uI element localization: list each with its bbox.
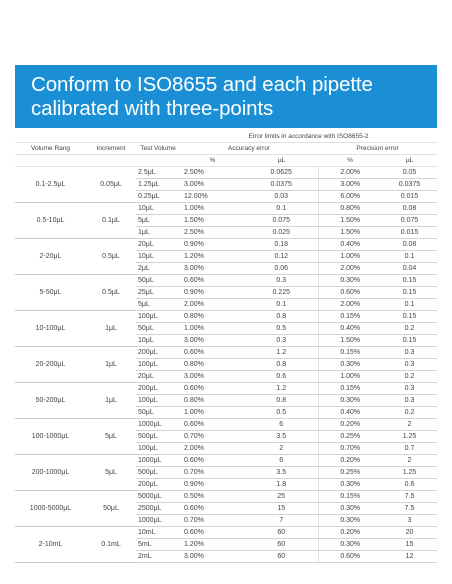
precision-percent-cell: 1.50% bbox=[318, 335, 382, 347]
precision-ul-cell: 0.3 bbox=[382, 383, 437, 395]
test-volume-cell: 50μL bbox=[136, 275, 180, 287]
precision-percent-cell: 0.40% bbox=[318, 407, 382, 419]
accuracy-percent-cell: 12.00% bbox=[180, 191, 245, 203]
precision-percent-cell: 1.50% bbox=[318, 215, 382, 227]
test-volume-cell: 500μL bbox=[136, 467, 180, 479]
accuracy-percent-cell: 0.80% bbox=[180, 311, 245, 323]
precision-percent-cell: 0.15% bbox=[318, 347, 382, 359]
accuracy-ul-cell: 0.225 bbox=[245, 287, 318, 299]
table-row bbox=[15, 347, 437, 359]
accuracy-ul-cell: 0.0625 bbox=[245, 167, 318, 179]
volume-range-cell: 1000-5000μL bbox=[15, 491, 86, 527]
accuracy-percent-cell: 1.20% bbox=[180, 539, 245, 551]
precision-percent-cell: 0.15% bbox=[318, 383, 382, 395]
volume-range-cell: 2-20μL bbox=[15, 239, 86, 275]
test-volume-cell: 1μL bbox=[136, 227, 180, 239]
table-row bbox=[15, 203, 437, 215]
test-volume-cell: 2.5μL bbox=[136, 167, 180, 179]
test-volume-cell: 100μL bbox=[136, 395, 180, 407]
increment-cell: 0.1μL bbox=[86, 203, 136, 239]
precision-percent-cell: 3.00% bbox=[318, 179, 382, 191]
precision-percent-cell: 1.50% bbox=[318, 227, 382, 239]
accuracy-ul-cell: 1.2 bbox=[245, 347, 318, 359]
accuracy-percent-cell: 0.60% bbox=[180, 383, 245, 395]
test-volume-cell: 20μL bbox=[136, 239, 180, 251]
accuracy-ul-cell: 1.2 bbox=[245, 383, 318, 395]
accuracy-ul-cell: 0.0375 bbox=[245, 179, 318, 191]
accuracy-percent-cell: 3.00% bbox=[180, 263, 245, 275]
test-volume-cell: 5μL bbox=[136, 215, 180, 227]
precision-percent-cell: 0.60% bbox=[318, 287, 382, 299]
precision-percent-cell: 0.60% bbox=[318, 551, 382, 563]
banner-title: Conform to ISO8655 and each pipette calibrated with three-points bbox=[31, 73, 373, 120]
precision-percent-cell: 0.25% bbox=[318, 467, 382, 479]
precision-percent-cell: 0.30% bbox=[318, 395, 382, 407]
accuracy-percent-cell: 2.50% bbox=[180, 227, 245, 239]
volume-range-cell: 2-10mL bbox=[15, 527, 86, 563]
volume-range-cell: 10-100μL bbox=[15, 311, 86, 347]
test-volume-cell: 2500μL bbox=[136, 503, 180, 515]
accuracy-ul-cell: 0.8 bbox=[245, 311, 318, 323]
accuracy-percent-cell: 0.90% bbox=[180, 287, 245, 299]
volume-range-cell: 100-1000μL bbox=[15, 419, 86, 455]
accuracy-ul-cell: 0.1 bbox=[245, 203, 318, 215]
accuracy-percent-cell: 0.60% bbox=[180, 275, 245, 287]
precision-ul-cell: 2 bbox=[382, 419, 437, 431]
precision-error-header: Precision error bbox=[318, 143, 437, 155]
precision-percent-cell: 1.00% bbox=[318, 251, 382, 263]
increment-cell: 1μL bbox=[86, 383, 136, 419]
accuracy-error-header: Accuracy error bbox=[180, 143, 318, 155]
increment-cell: 0.05μL bbox=[86, 167, 136, 203]
accuracy-percent-cell: 2.00% bbox=[180, 443, 245, 455]
test-volume-cell: 1000μL bbox=[136, 419, 180, 431]
test-volume-cell: 10mL bbox=[136, 527, 180, 539]
table-row bbox=[15, 239, 437, 251]
accuracy-percent-cell: 0.70% bbox=[180, 467, 245, 479]
precision-ul-cell: 0.3 bbox=[382, 395, 437, 407]
precision-ul-cell: 0.015 bbox=[382, 191, 437, 203]
increment-cell: 0.1mL bbox=[86, 527, 136, 563]
precision-ul-cell: 20 bbox=[382, 527, 437, 539]
precision-ul-cell: 0.0375 bbox=[382, 179, 437, 191]
precision-ul-cell: 0.3 bbox=[382, 359, 437, 371]
increment-cell: 1μL bbox=[86, 347, 136, 383]
accuracy-ul-cell: 0.8 bbox=[245, 359, 318, 371]
accuracy-ul-cell: 15 bbox=[245, 503, 318, 515]
precision-ul-cell: 0.2 bbox=[382, 323, 437, 335]
accuracy-percent-cell: 0.60% bbox=[180, 503, 245, 515]
volume-range-header: Volume Rang bbox=[15, 143, 86, 155]
precision-ul-cell: 3 bbox=[382, 515, 437, 527]
test-volume-cell: 1.25μL bbox=[136, 179, 180, 191]
test-volume-cell: 10μL bbox=[136, 335, 180, 347]
title-banner bbox=[15, 65, 437, 128]
increment-cell: 0.5μL bbox=[86, 275, 136, 311]
test-volume-cell: 50μL bbox=[136, 407, 180, 419]
test-volume-header: Test Volume bbox=[136, 143, 180, 155]
table-row bbox=[15, 455, 437, 467]
precision-ul-cell: 0.04 bbox=[382, 263, 437, 275]
accuracy-percent-cell: 2.50% bbox=[180, 167, 245, 179]
test-volume-cell: 100μL bbox=[136, 359, 180, 371]
accuracy-percent-cell: 3.00% bbox=[180, 371, 245, 383]
test-volume-cell: 100μL bbox=[136, 443, 180, 455]
precision-ul-cell: 0.05 bbox=[382, 167, 437, 179]
volume-range-cell: 0.1-2.5μL bbox=[15, 167, 86, 203]
precision-ul-cell: 0.15 bbox=[382, 275, 437, 287]
accuracy-ul-cell: 1.8 bbox=[245, 479, 318, 491]
accuracy-percent-cell: 0.60% bbox=[180, 527, 245, 539]
accuracy-ul-cell: 0.18 bbox=[245, 239, 318, 251]
accuracy-ul-cell: 0.075 bbox=[245, 215, 318, 227]
accuracy-ul-cell: 60 bbox=[245, 539, 318, 551]
accuracy-ul-cell: 6 bbox=[245, 419, 318, 431]
precision-percent-cell: 0.20% bbox=[318, 419, 382, 431]
test-volume-cell: 25μL bbox=[136, 287, 180, 299]
increment-cell: 5μL bbox=[86, 455, 136, 491]
accuracy-percent-cell: 1.20% bbox=[180, 251, 245, 263]
precision-percent-cell: 6.00% bbox=[318, 191, 382, 203]
error-limits-header: Error limits in accordance with ISO8655-2 bbox=[180, 131, 437, 143]
precision-percent-cell: 0.30% bbox=[318, 275, 382, 287]
accuracy-ul-cell: 3.5 bbox=[245, 467, 318, 479]
accuracy-ul-cell: 3.5 bbox=[245, 431, 318, 443]
volume-range-cell: 0.5-10μL bbox=[15, 203, 86, 239]
precision-ul-cell: 0.075 bbox=[382, 215, 437, 227]
header-row-2 bbox=[15, 143, 437, 155]
precision-ul-cell: 0.015 bbox=[382, 227, 437, 239]
header-row-1 bbox=[15, 131, 437, 143]
precision-percent-cell: 0.20% bbox=[318, 455, 382, 467]
test-volume-cell: 200μL bbox=[136, 347, 180, 359]
test-volume-cell: 2mL bbox=[136, 551, 180, 563]
accuracy-percent-cell: 1.50% bbox=[180, 215, 245, 227]
precision-percent-cell: 0.40% bbox=[318, 239, 382, 251]
precision-percent-cell: 0.30% bbox=[318, 503, 382, 515]
accuracy-percent-cell: 1.00% bbox=[180, 203, 245, 215]
accuracy-ul-cell: 0.5 bbox=[245, 323, 318, 335]
accuracy-ul-cell: 0.8 bbox=[245, 395, 318, 407]
table-row bbox=[15, 383, 437, 395]
accuracy-ul-cell: 0.03 bbox=[245, 191, 318, 203]
accuracy-percent-cell: 0.50% bbox=[180, 491, 245, 503]
increment-cell: 1μL bbox=[86, 311, 136, 347]
volume-range-cell: 5-50μL bbox=[15, 275, 86, 311]
precision-ul-cell: 7.5 bbox=[382, 503, 437, 515]
test-volume-cell: 10μL bbox=[136, 203, 180, 215]
precision-ul-cell: 2 bbox=[382, 455, 437, 467]
accuracy-ul-cell: 0.3 bbox=[245, 335, 318, 347]
precision-ul-cell: 15 bbox=[382, 539, 437, 551]
accuracy-percent-cell: 3.00% bbox=[180, 335, 245, 347]
precision-percent-cell: 0.40% bbox=[318, 323, 382, 335]
accuracy-ul-cell: 60 bbox=[245, 551, 318, 563]
pipette-spec-table bbox=[15, 131, 437, 563]
accuracy-ul-cell: 0.3 bbox=[245, 275, 318, 287]
precision-ul-cell: 7.5 bbox=[382, 491, 437, 503]
precision-percent-cell: 0.70% bbox=[318, 443, 382, 455]
accuracy-ul-cell: 25 bbox=[245, 491, 318, 503]
precision-ul-cell: 0.08 bbox=[382, 239, 437, 251]
table-row bbox=[15, 419, 437, 431]
precision-percent-cell: 0.80% bbox=[318, 203, 382, 215]
volume-range-cell: 200-1000μL bbox=[15, 455, 86, 491]
accuracy-percent-cell: 2.00% bbox=[180, 299, 245, 311]
precision-ul-cell: 0.2 bbox=[382, 407, 437, 419]
precision-ul-cell: 0.7 bbox=[382, 443, 437, 455]
test-volume-cell: 1000μL bbox=[136, 455, 180, 467]
increment-header: Increment bbox=[86, 143, 136, 155]
header-row-3 bbox=[15, 155, 437, 167]
accuracy-percent-cell: 0.60% bbox=[180, 455, 245, 467]
table-row bbox=[15, 527, 437, 539]
accuracy-ul-cell: 2 bbox=[245, 443, 318, 455]
test-volume-cell: 5mL bbox=[136, 539, 180, 551]
accuracy-percent-cell: 1.00% bbox=[180, 407, 245, 419]
increment-cell: 0.5μL bbox=[86, 239, 136, 275]
accuracy-percent-cell: 3.00% bbox=[180, 551, 245, 563]
accuracy-percent-cell: 3.00% bbox=[180, 179, 245, 191]
precision-ul-cell: 0.1 bbox=[382, 299, 437, 311]
test-volume-cell: 100μL bbox=[136, 311, 180, 323]
test-volume-cell: 1000μL bbox=[136, 515, 180, 527]
increment-cell: 5μL bbox=[86, 419, 136, 455]
accuracy-ul-cell: 0.12 bbox=[245, 251, 318, 263]
table-row bbox=[15, 491, 437, 503]
precision-ul-cell: 1.25 bbox=[382, 467, 437, 479]
accuracy-ul-cell: 0.06 bbox=[245, 263, 318, 275]
precision-percent-cell: 2.00% bbox=[318, 299, 382, 311]
precision-ul-cell: 0.3 bbox=[382, 347, 437, 359]
precision-ul-cell: 0.6 bbox=[382, 479, 437, 491]
test-volume-cell: 10μL bbox=[136, 251, 180, 263]
precision-percent-cell: 0.20% bbox=[318, 527, 382, 539]
test-volume-cell: 0.25μL bbox=[136, 191, 180, 203]
accuracy-percent-cell: 0.90% bbox=[180, 239, 245, 251]
precision-ul-cell: 0.15 bbox=[382, 311, 437, 323]
precision-ul-cell: 0.1 bbox=[382, 251, 437, 263]
accuracy-percent-cell: 0.70% bbox=[180, 515, 245, 527]
accuracy-ul-cell: 0.1 bbox=[245, 299, 318, 311]
test-volume-cell: 2μL bbox=[136, 263, 180, 275]
accuracy-ul-cell: 60 bbox=[245, 527, 318, 539]
accuracy-percent-header: % bbox=[180, 155, 245, 167]
precision-percent-cell: 0.15% bbox=[318, 311, 382, 323]
accuracy-percent-cell: 0.90% bbox=[180, 479, 245, 491]
accuracy-percent-cell: 0.80% bbox=[180, 395, 245, 407]
accuracy-ul-cell: 6 bbox=[245, 455, 318, 467]
precision-percent-cell: 2.00% bbox=[318, 167, 382, 179]
precision-percent-cell: 0.30% bbox=[318, 515, 382, 527]
volume-range-cell: 50-200μL bbox=[15, 383, 86, 419]
accuracy-percent-cell: 1.00% bbox=[180, 323, 245, 335]
accuracy-percent-cell: 0.60% bbox=[180, 419, 245, 431]
accuracy-ul-cell: 7 bbox=[245, 515, 318, 527]
table-row bbox=[15, 311, 437, 323]
volume-range-cell: 20-200μL bbox=[15, 347, 86, 383]
precision-ul-cell: 0.2 bbox=[382, 371, 437, 383]
test-volume-cell: 500μL bbox=[136, 431, 180, 443]
precision-ul-cell: 0.08 bbox=[382, 203, 437, 215]
table-row bbox=[15, 167, 437, 179]
accuracy-ul-header: μL bbox=[245, 155, 318, 167]
precision-ul-cell: 0.15 bbox=[382, 335, 437, 347]
precision-ul-header: μL bbox=[382, 155, 437, 167]
table-row bbox=[15, 275, 437, 287]
accuracy-ul-cell: 0.025 bbox=[245, 227, 318, 239]
precision-percent-cell: 1.00% bbox=[318, 371, 382, 383]
accuracy-ul-cell: 0.6 bbox=[245, 371, 318, 383]
test-volume-cell: 50μL bbox=[136, 323, 180, 335]
increment-cell: 50μL bbox=[86, 491, 136, 527]
test-volume-cell: 200μL bbox=[136, 383, 180, 395]
test-volume-cell: 200μL bbox=[136, 479, 180, 491]
accuracy-ul-cell: 0.5 bbox=[245, 407, 318, 419]
precision-ul-cell: 12 bbox=[382, 551, 437, 563]
accuracy-percent-cell: 0.60% bbox=[180, 347, 245, 359]
precision-percent-cell: 0.15% bbox=[318, 491, 382, 503]
accuracy-percent-cell: 0.70% bbox=[180, 431, 245, 443]
test-volume-cell: 5μL bbox=[136, 299, 180, 311]
precision-percent-header: % bbox=[318, 155, 382, 167]
accuracy-percent-cell: 0.80% bbox=[180, 359, 245, 371]
precision-percent-cell: 0.30% bbox=[318, 539, 382, 551]
precision-percent-cell: 2.00% bbox=[318, 263, 382, 275]
test-volume-cell: 5000μL bbox=[136, 491, 180, 503]
precision-ul-cell: 0.15 bbox=[382, 287, 437, 299]
precision-percent-cell: 0.30% bbox=[318, 479, 382, 491]
test-volume-cell: 20μL bbox=[136, 371, 180, 383]
precision-percent-cell: 0.30% bbox=[318, 359, 382, 371]
precision-ul-cell: 1.25 bbox=[382, 431, 437, 443]
precision-percent-cell: 0.25% bbox=[318, 431, 382, 443]
